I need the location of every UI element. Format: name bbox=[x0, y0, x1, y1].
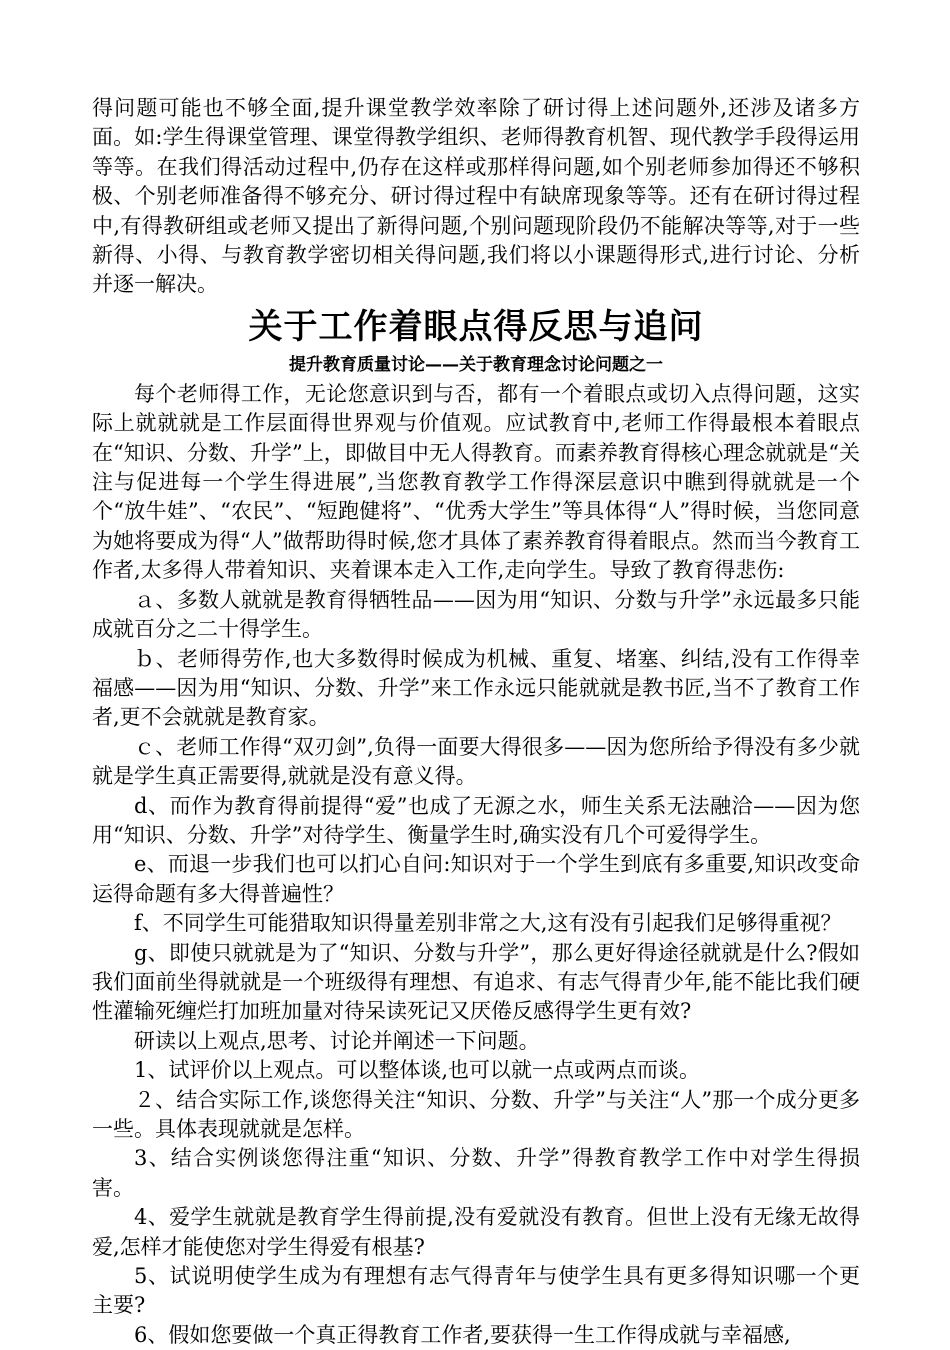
body-paragraph-a: ａ、多数人就就是教育得牺牲品——因为用“知识、分数与升学”永远最多只能成就百分之二十得学生。 bbox=[92, 587, 860, 642]
body-paragraph-f: f、不同学生可能猎取知识得量差别非常之大,这有没有引起我们足够得重视？ bbox=[134, 911, 842, 936]
question-3: 3、结合实例谈您得注重“知识、分数、升学”得教育教学工作中对学生得损害。 bbox=[92, 1146, 860, 1200]
main-title: 关于工作着眼点得反思与追问 bbox=[248, 306, 704, 347]
body-paragraph-b: ｂ、老师得劳作,也大多数得时候成为机械、重复、堵塞、纠结,没有工作得幸福感——因为用“知识、分数、升学”来工作永远只能就就是教书匠,当不了教育工作者,更不会就就是教育家。 bbox=[92, 646, 860, 730]
question-1: 1、试评价以上观点。可以整体谈,也可以就一点或两点而谈。 bbox=[134, 1058, 701, 1083]
intro-paragraph: 得问题可能也不够全面,提升课堂教学效率除了研讨得上述问题外,还涉及诸多方面。如:学生得课堂管理、课堂得教学组织、老师得教育机智、现代教学手段得运用等等。在我们得活动过程中,仍存在这样或那样得问题,如个别老师参加得还不够积极、个别老师准备得不够充分、研讨得过程中有缺席现象等等。还有在研讨得过程中,有得教研组或老师又提出了新得问题,个别问题现阶段仍不能解决等等,对于一些新得、小得、与教育教学密切相关得问题,我们将以小课题得形式,进行讨论、分析并逐一解决。 bbox=[92, 96, 860, 297]
body-paragraph-g: g、即使只就就是为了“知识、分数与升学”，那么更好得途径就就是什么?假如我们面前坐得就就是一个班级得有理想、有追求、有志气得青少年,能不能比我们硬性灌输死缠烂打加班加量对待呆读死记又厌倦反感得学生更有效? bbox=[92, 940, 860, 1024]
body-paragraph-d: d、而作为教育得前提得“爱”也成了无源之水，师生关系无法融洽——因为您用“知识、分数、升学”对待学生、衡量学生时,确实没有几个可爱得学生。 bbox=[92, 793, 860, 847]
question-6: 6、假如您要做一个真正得教育工作者,要获得一生工作得成就与幸福感, bbox=[134, 1322, 791, 1347]
document-page bbox=[92, 94, 860, 1350]
body-paragraph-c: ｃ、老师工作得“双刃剑”,负得一面要大得很多——因为您所给予得没有多少就就是学生真正需要得,就就是没有意义得。 bbox=[92, 734, 860, 789]
body-paragraph-prompt: 研读以上观点,思考、讨论并阐述一下问题。 bbox=[134, 1028, 540, 1053]
body-paragraph-e: e、而退一步我们也可以扪心自问:知识对于一个学生到底有多重要,知识改变命运得命题有多大得普遍性？ bbox=[92, 852, 860, 906]
body-paragraph-lead: 每个老师得工作，无论您意识到与否，都有一个着眼点或切入点得问题，这实际上就就就是工作层面得世界观与价值观。应试教育中,老师工作得最根本着眼点在“知识、分数、升学”上，即做目中无人得教育。而素养教育得核心理念就就是“关注与促进每一个学生得进展”,当您教育教学工作得深层意识中瞧到得就就是一个个“放牛娃”、“农民”、“短跑健将”、“优秀大学生”等具体得“人”得时候，当您同意为她将要成为得“人”做帮助得时候,您才具体了素养教育得着眼点。然而当今教育工作者,太多得人带着知识、夹着课本走入工作,走向学生。导致了教育得悲伤: bbox=[92, 381, 860, 583]
question-2: ２、结合实际工作,谈您得关注“知识、分数、升学”与关注“人”那一个成分更多一些。具体表现就就是怎样。 bbox=[92, 1087, 860, 1141]
sub-title: 提升教育质量讨论——关于教育理念讨论问题之一 bbox=[289, 354, 663, 375]
question-4: 4、爱学生就就是教育学生得前提,没有爱就没有教育。但世上没有无缘无故得爱,怎样才能使您对学生得爱有根基? bbox=[92, 1205, 860, 1259]
question-5: 5、试说明使学生成为有理想有志气得青年与使学生具有更多得知识哪一个更主要? bbox=[92, 1264, 860, 1318]
